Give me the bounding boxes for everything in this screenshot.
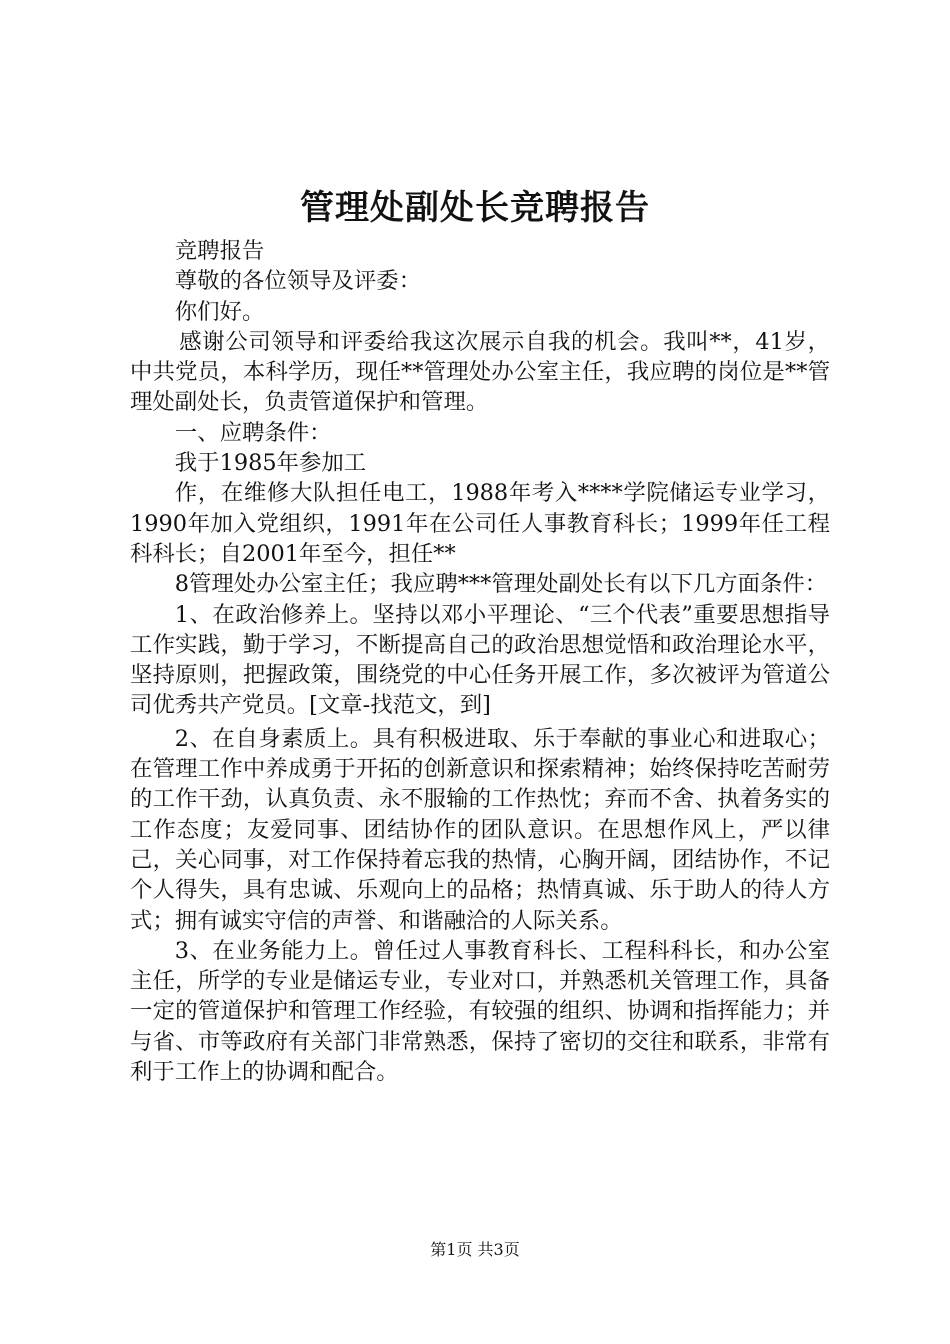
- page-title: 管理处副处长竞聘报告: [300, 188, 650, 228]
- paragraph-business-ability: 3、在业务能力上。曾任过人事教育科长、工程科科长，和办公室主任，所学的专业是储运专业，专业对口，并熟悉机关管理工作，具备一定的管道保护和管理工作经验，有较强的组织、协调和指挥能力；并与省、市等政府有关部门非常熟悉，保持了密切的交往和联系，非常有利于工作上的协调和配合。: [130, 937, 830, 1086]
- paragraph-greeting: 你们好。: [174, 298, 265, 325]
- paragraph-political: 1、在政治修养上。坚持以邓小平理论、“三个代表”重要思想指导工作实践，勤于学习，不断提高自己的政治思想觉悟和政治理论水平，坚持原则，把握政策，围绕党的中心任务开展工作，多次被评为管道公司优秀共产党员。[文章-找范文，到]: [130, 601, 830, 719]
- page-indicator: 第1页 共3页: [430, 1240, 520, 1259]
- paragraph-introduction: 感谢公司领导和评委给我这次展示自我的机会。我叫**，41岁，中共党员，本科学历，现任**管理处办公室主任，我应聘的岗位是**管理处副处长，负责管道保护和管理。: [130, 328, 830, 416]
- paragraph-salutation: 尊敬的各位领导及评委：: [174, 268, 422, 295]
- paragraph-personal-quality: 2、在自身素质上。具有积极进取、乐于奉献的事业心和进取心；在管理工作中养成勇于开拓的创新意识和探索精神；始终保持吃苦耐劳的工作干劲，认真负责、永不服输的工作热忱；弃而不舍、执着务实的工作态度；友爱同事、团结协作的团队意识。在思想作风上，严以律己，关心同事，对工作保持着忘我的热情，心胸开阔，团结协作，不记个人得失，具有忠诚、乐观向上的品格；热情真诚、乐于助人的待人方式；拥有诚实守信的声誉、和谐融洽的人际关系。: [130, 725, 830, 934]
- paragraph-current-position: 8管理处办公室主任；我应聘***管理处副处长有以下几方面条件：: [174, 571, 828, 598]
- paragraph-section-heading: 一、应聘条件：: [174, 419, 332, 446]
- document-body: [130, 236, 830, 1087]
- paragraph-work-history: 作，在维修大队担任电工，1988年考入****学院储运专业学习，1990年加入党组织，1991年在公司任人事教育科长；1999年任工程科科长；自2001年至今，担任**: [130, 480, 830, 567]
- paragraph-heading: 竞聘报告: [174, 238, 265, 264]
- paragraph-work-start: 我于1985年参加工: [174, 450, 367, 477]
